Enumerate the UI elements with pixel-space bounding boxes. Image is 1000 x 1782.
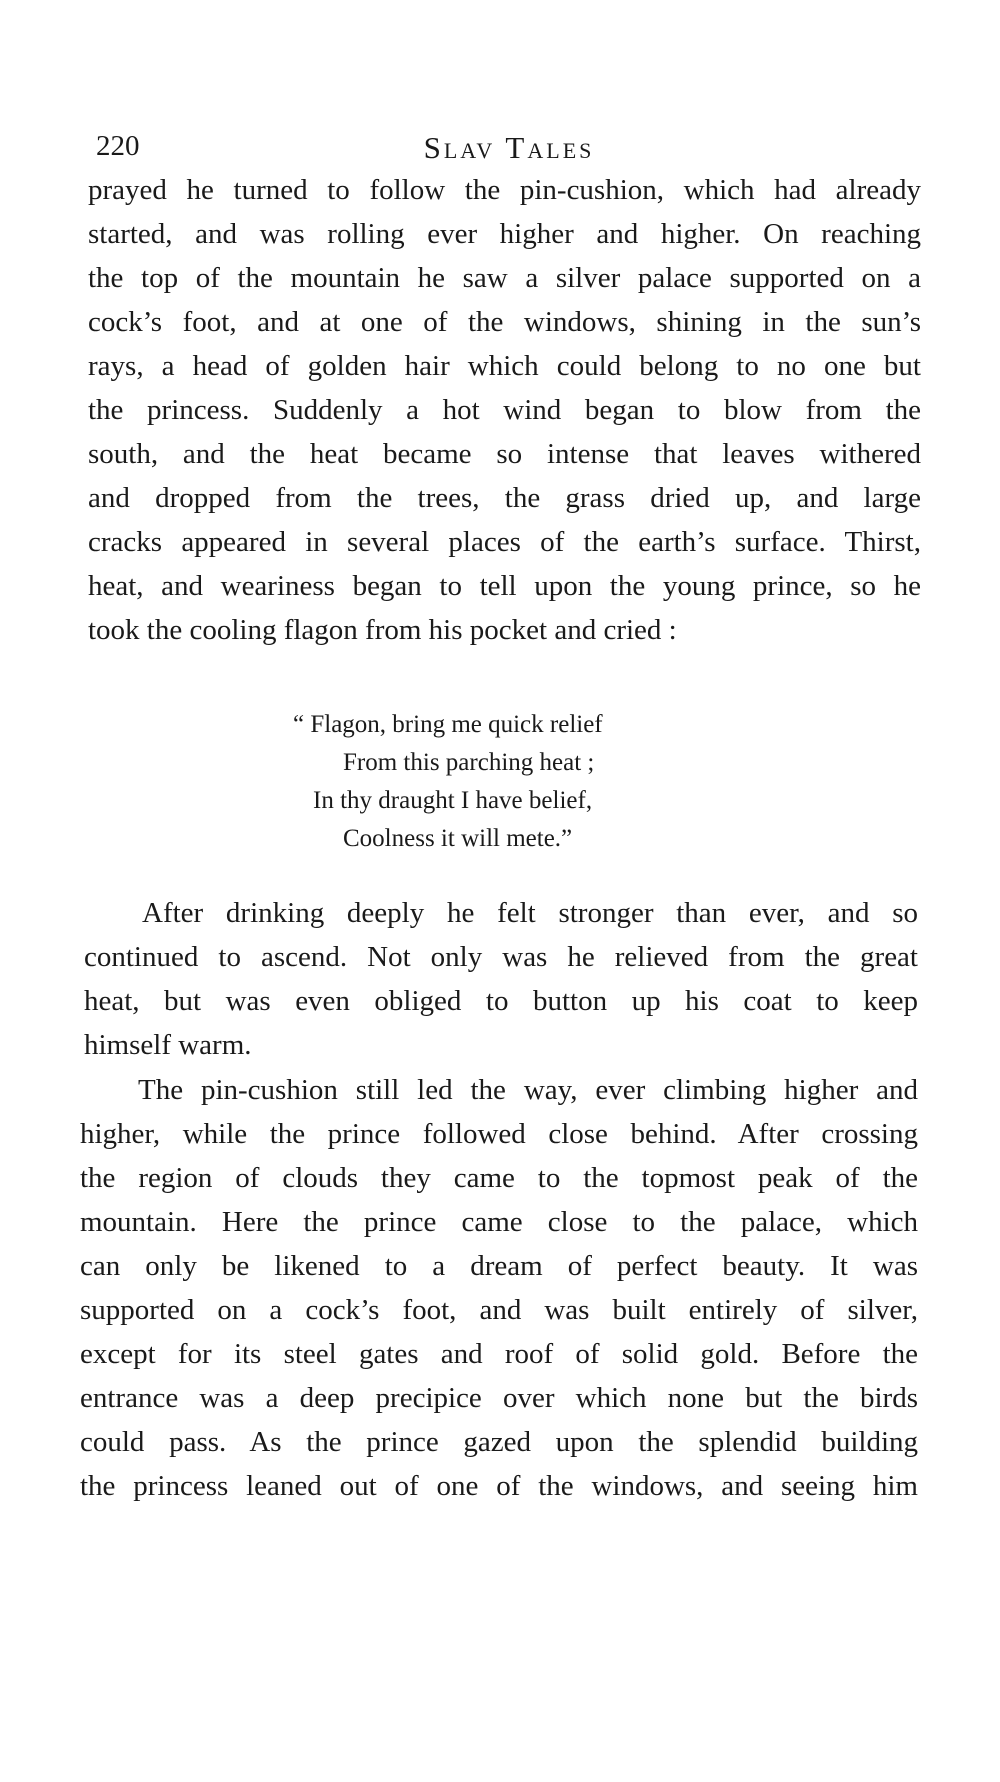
verse-line: In thy draught I have belief, bbox=[313, 787, 593, 814]
paragraph-1 bbox=[88, 168, 921, 652]
paragraph-line: cock’s foot, and at one of the windows, shining in the sun’s bbox=[88, 306, 921, 338]
paragraph-line: himself warm. bbox=[84, 1029, 252, 1061]
paragraph-2 bbox=[84, 891, 918, 1067]
paragraph-line: the princess. Suddenly a hot wind began to blow from the bbox=[88, 394, 921, 426]
running-title: Slav Tales bbox=[423, 130, 595, 165]
paragraph-line: The pin-cushion still led the way, ever climbing higher and bbox=[138, 1074, 918, 1106]
paragraph-line: prayed he turned to follow the pin-cushion, which had already bbox=[88, 174, 921, 206]
paragraph-line: the top of the mountain he saw a silver palace supported on a bbox=[88, 262, 921, 294]
verse-line: From this parching heat ; bbox=[343, 749, 595, 776]
verse-line: “ Flagon, bring me quick relief bbox=[293, 711, 603, 738]
paragraph-line: the region of clouds they came to the topmost peak of the bbox=[80, 1162, 918, 1194]
paragraph-line: the princess leaned out of one of the windows, and seeing him bbox=[80, 1470, 918, 1502]
paragraph-line: heat, but was even obliged to button up his coat to keep bbox=[84, 985, 918, 1017]
page-number: 220 bbox=[96, 130, 140, 162]
paragraph-line: and dropped from the trees, the grass dried up, and large bbox=[88, 482, 921, 514]
paragraph-line: could pass. As the prince gazed upon the splendid building bbox=[80, 1426, 918, 1458]
paragraph-3 bbox=[80, 1068, 918, 1508]
paragraph-line: south, and the heat became so intense that leaves withered bbox=[88, 438, 921, 470]
paragraph-line: higher, while the prince followed close behind. After crossing bbox=[80, 1118, 918, 1150]
paragraph-line: started, and was rolling ever higher and higher. On reaching bbox=[88, 218, 921, 250]
paragraph-line: After drinking deeply he felt stronger than ever, and so bbox=[142, 897, 918, 929]
paragraph-line: mountain. Here the prince came close to the palace, which bbox=[80, 1206, 918, 1238]
paragraph-line: except for its steel gates and roof of solid gold. Before the bbox=[80, 1338, 918, 1370]
paragraph-line: can only be likened to a dream of perfect beauty. It was bbox=[80, 1250, 918, 1282]
paragraph-line: continued to ascend. Not only was he relieved from the great bbox=[84, 941, 918, 973]
verse-line: Coolness it will mete.” bbox=[343, 825, 573, 852]
paragraph-line: supported on a cock’s foot, and was built entirely of silver, bbox=[80, 1294, 918, 1326]
paragraph-line: rays, a head of golden hair which could belong to no one but bbox=[88, 350, 921, 382]
paragraph-line: entrance was a deep precipice over which none but the birds bbox=[80, 1382, 918, 1414]
running-head bbox=[96, 130, 922, 170]
paragraph-line: heat, and weariness began to tell upon the young prince, so he bbox=[88, 570, 921, 602]
paragraph-line: took the cooling flagon from his pocket and cried : bbox=[88, 614, 677, 646]
paragraph-line: cracks appeared in several places of the earth’s surface. Thirst, bbox=[88, 526, 921, 558]
